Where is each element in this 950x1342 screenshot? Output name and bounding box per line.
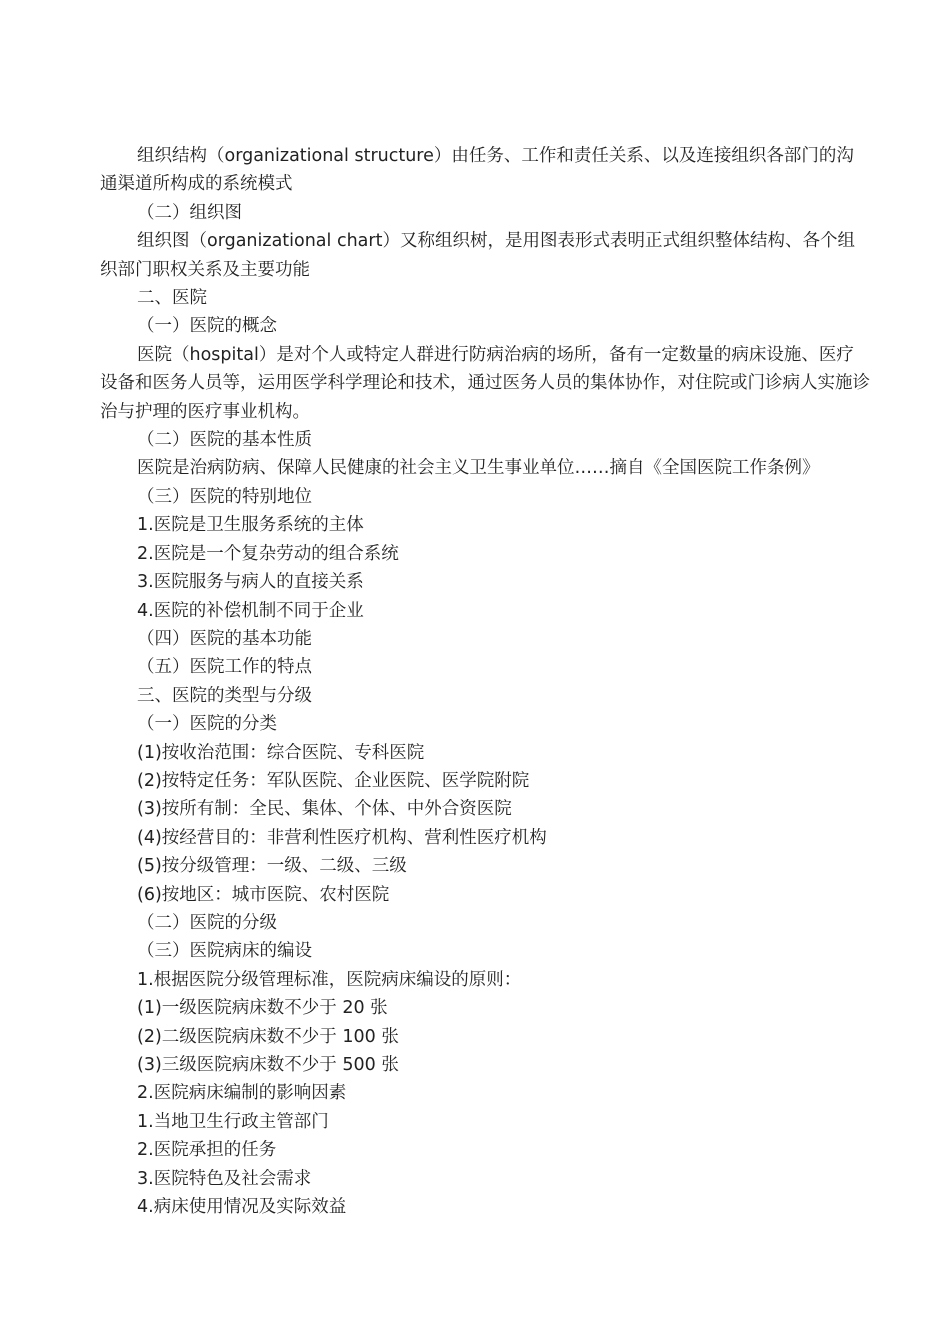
list-item: 1.根据医院分级管理标准，医院病床编设的原则： [137,969,522,990]
heading-basic-functions: （四）医院的基本功能 [137,628,312,649]
heading-bed-allocation: （三）医院病床的编设 [137,941,312,962]
paragraph-hospital-definition: 医院（hospital）是对个人或特定人群进行防病治病的场所，备有一定数量的病床设施、医疗设备和医务人员等，运用医学科学理论和技术，通过医务人员的集体协作，对住院或门诊病人实施诊治与护理的医疗事业机构。 [100,344,870,422]
list-item: 4.病床使用情况及实际效益 [137,1197,347,1218]
heading-hospital-classification: （一）医院的分类 [137,714,277,735]
section-heading-types-and-grades: 三、医院的类型与分级 [137,685,312,706]
list-item: (2)按特定任务：军队医院、企业医院、医学院附院 [137,770,530,791]
list-item: (5)按分级管理：一级、二级、三级 [137,856,407,877]
list-item: (1)按收治范围：综合医院、专科医院 [137,742,425,763]
list-item: (3)三级医院病床数不少于 500 张 [137,1055,399,1075]
heading-hospital-grading: （二）医院的分级 [137,912,277,933]
heading-hospital-status: （三）医院的特别地位 [137,486,312,507]
list-item: 1.当地卫生行政主管部门 [137,1111,329,1132]
list-item: (1)一级医院病床数不少于 20 张 [137,998,388,1019]
list-item: (4)按经营目的：非营利性医疗机构、营利性医疗机构 [137,827,547,848]
paragraph-hospital-nature: 医院是治病防病、保障人民健康的社会主义卫生事业单位……摘自《全国医院工作条例》 [137,458,820,479]
document-body [100,142,870,1221]
list-item: (3)按所有制：全民、集体、个体、中外合资医院 [137,799,512,820]
paragraph-org-structure-definition: 组织结构（organizational structure）由任务、工作和责任关系、以及连接组织各部门的沟通渠道所构成的系统模式 [100,146,854,195]
list-item: 2.医院承担的任务 [137,1140,277,1161]
list-item: (6)按地区：城市医院、农村医院 [137,884,390,905]
section-heading-hospital: 二、医院 [137,288,207,309]
heading-org-chart: （二）组织图 [137,202,242,223]
list-item: 2.医院是一个复杂劳动的组合系统 [137,543,399,564]
heading-hospital-concept: （一）医院的概念 [137,316,277,337]
heading-hospital-nature: （二）医院的基本性质 [137,430,312,451]
paragraph-org-chart-definition: 组织图（organizational chart）又称组织树，是用图表形式表明正式组织整体结构、各个组织部门职权关系及主要功能 [100,231,855,280]
list-item: (2)二级医院病床数不少于 100 张 [137,1026,399,1047]
list-item: 3.医院服务与病人的直接关系 [137,572,364,593]
list-item: 2.医院病床编制的影响因素 [137,1083,347,1104]
heading-work-characteristics: （五）医院工作的特点 [137,657,312,678]
list-item: 1.医院是卫生服务系统的主体 [137,515,364,536]
list-item: 3.医院特色及社会需求 [137,1168,312,1189]
list-item: 4.医院的补偿机制不同于企业 [137,600,364,621]
